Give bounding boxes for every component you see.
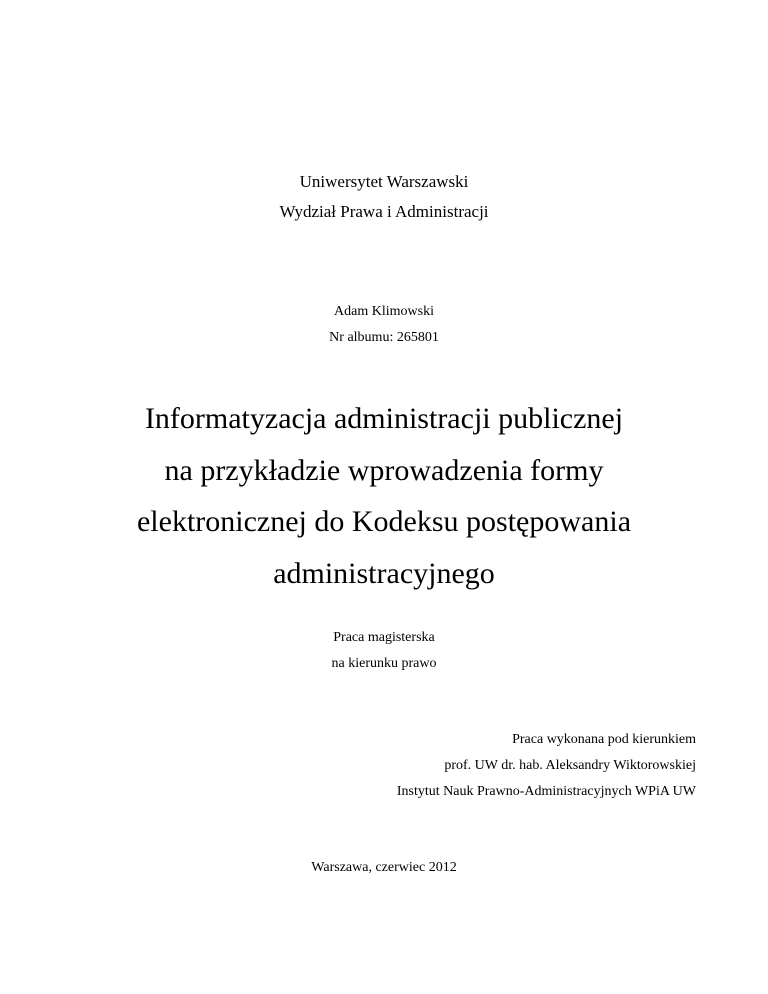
supervisor-institute: Instytut Nauk Prawno-Administracyjnych WPiA UW bbox=[396, 784, 696, 799]
thesis-title-line: Informatyzacja administracji publicznej bbox=[144, 402, 624, 435]
thesis-title-line: elektronicznej do Kodeksu postępowania bbox=[136, 505, 632, 538]
university-name: Uniwersytet Warszawski bbox=[299, 172, 469, 191]
place-and-date: Warszawa, czerwiec 2012 bbox=[311, 860, 457, 875]
thesis-type: Praca magisterska bbox=[333, 630, 435, 645]
supervisor-intro: Praca wykonana pod kierunkiem bbox=[512, 732, 696, 747]
supervisor-name: prof. UW dr. hab. Aleksandry Wiktorowskiej bbox=[444, 758, 696, 773]
field-of-study: na kierunku prawo bbox=[331, 656, 437, 671]
album-number: Nr albumu: 265801 bbox=[329, 330, 439, 345]
author-name: Adam Klimowski bbox=[334, 304, 434, 319]
thesis-title-line: administracyjnego bbox=[273, 557, 495, 590]
thesis-title-line: na przykładzie wprowadzenia formy bbox=[164, 454, 604, 487]
faculty-name: Wydział Prawa i Administracji bbox=[279, 202, 489, 221]
